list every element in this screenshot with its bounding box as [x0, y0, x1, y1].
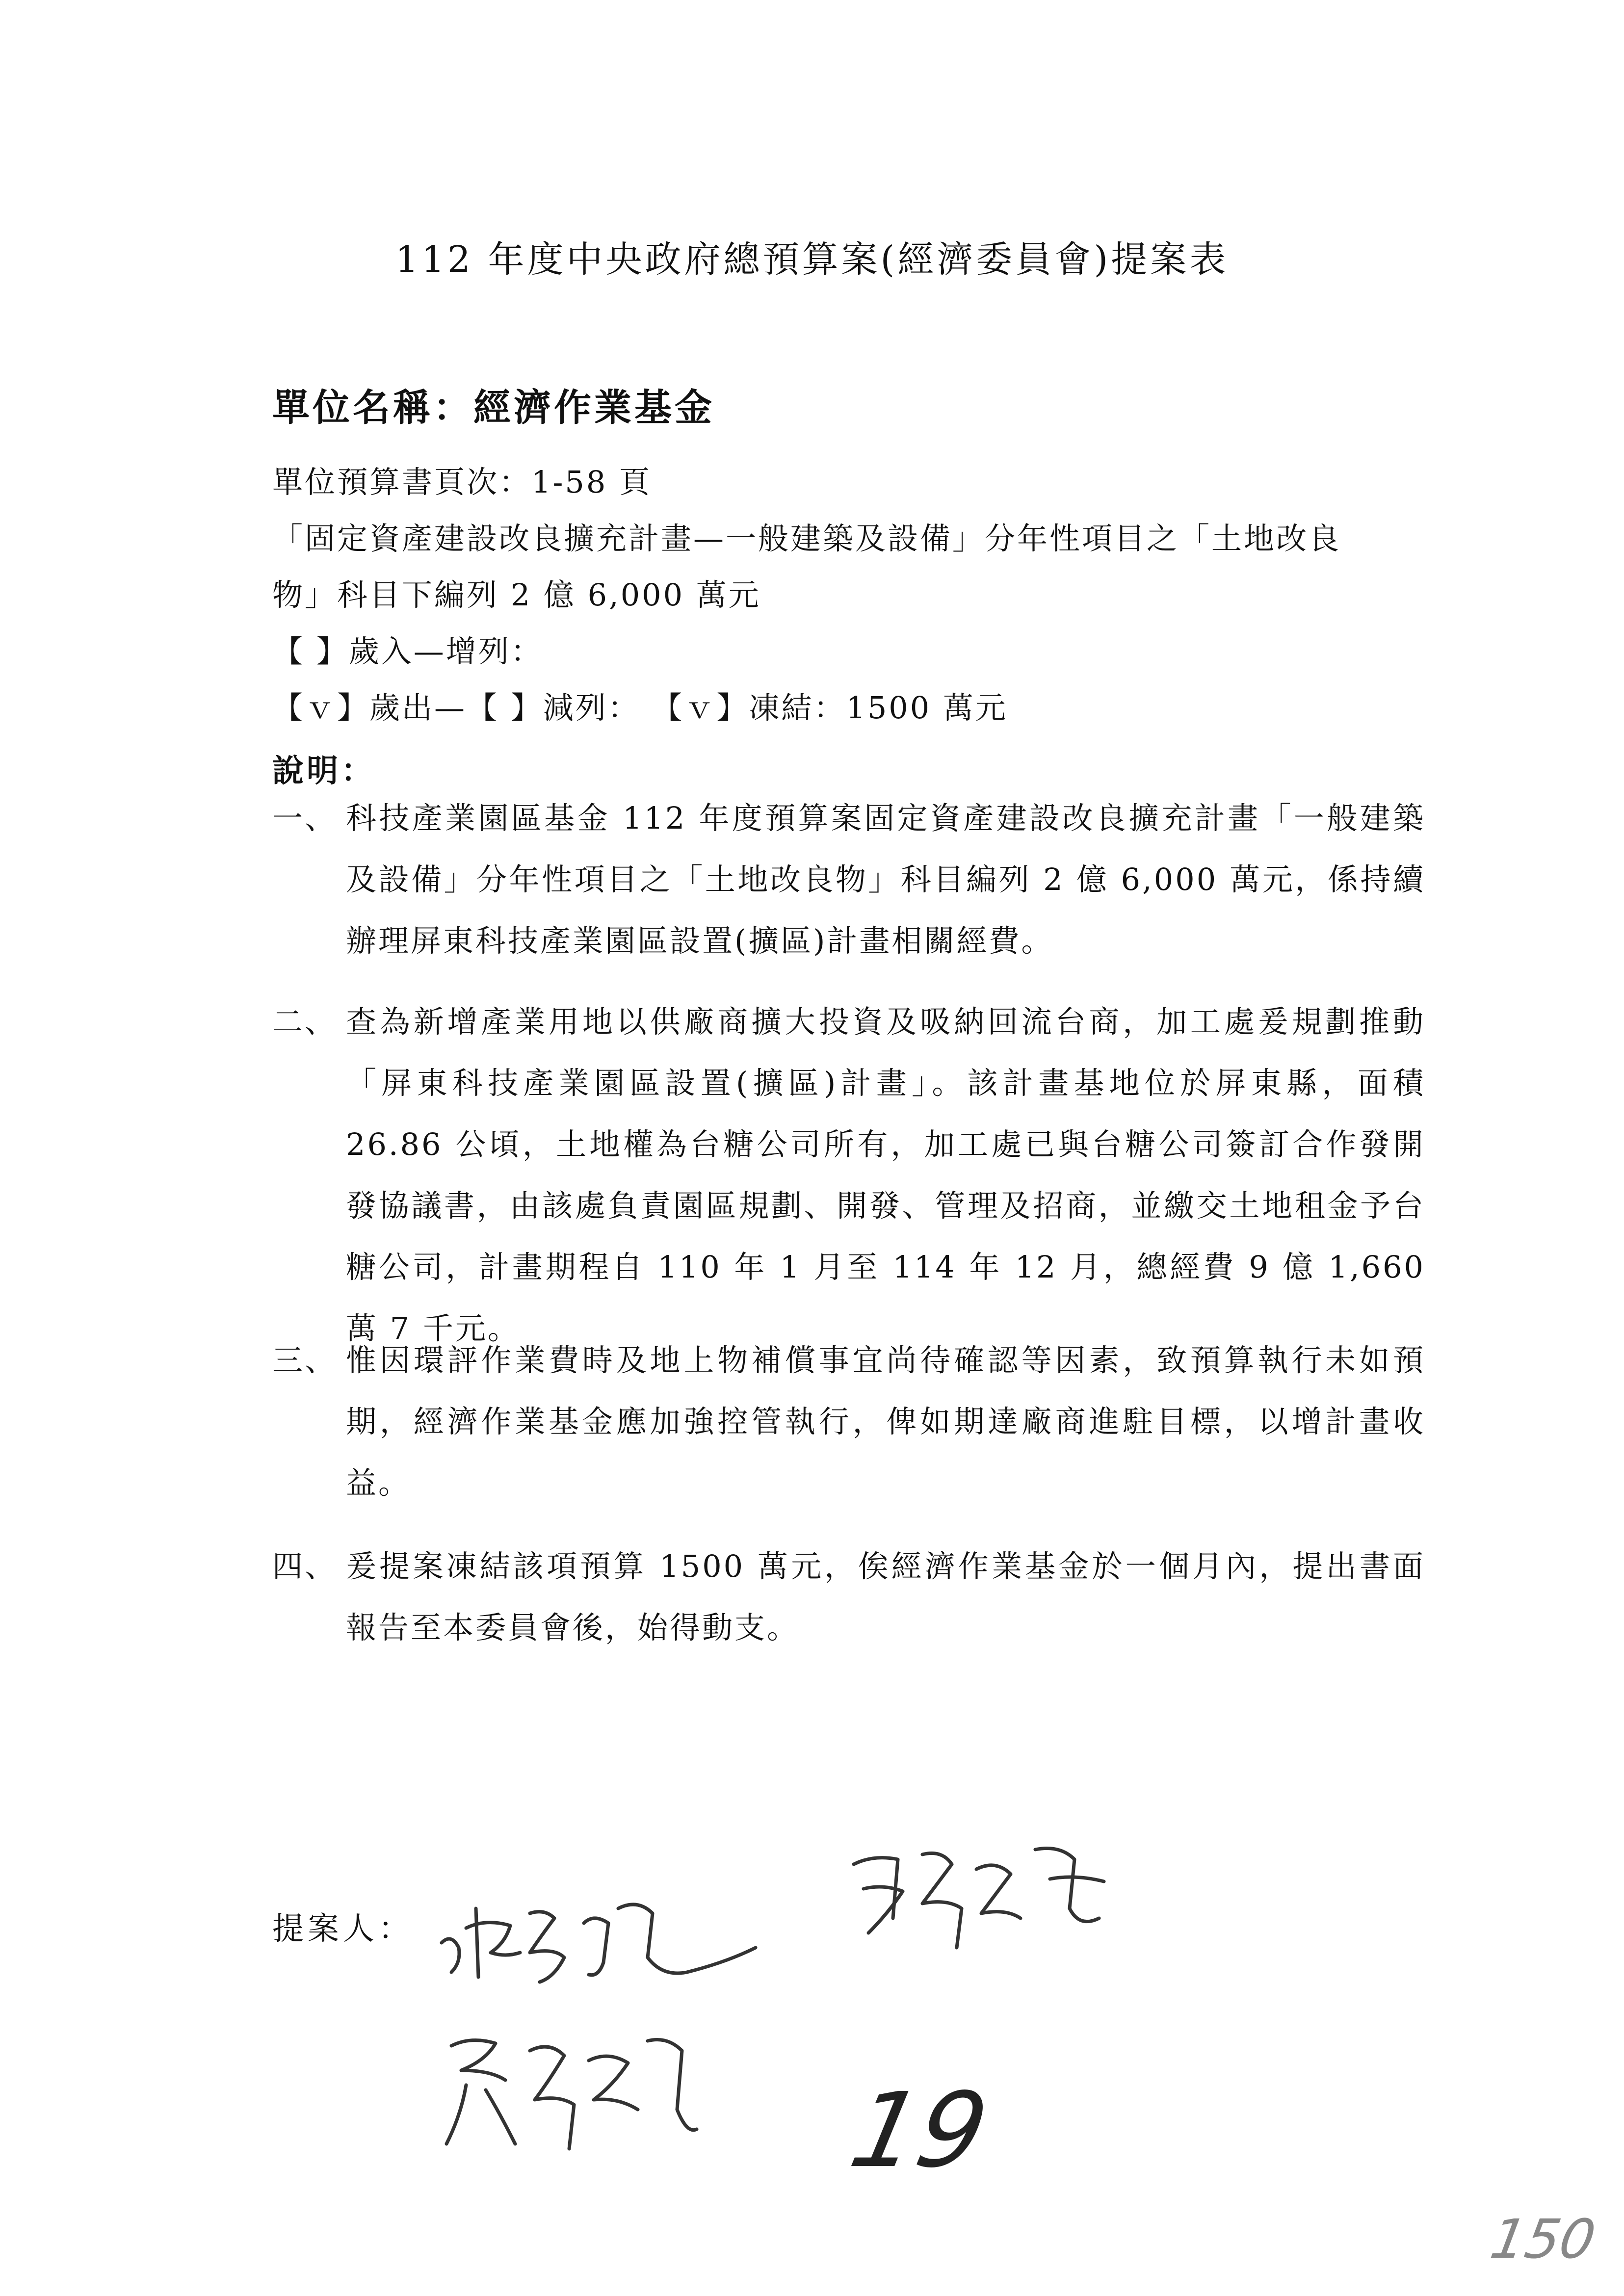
meta-line-page-ref: 單位預算書頁次：1-58 頁: [272, 464, 652, 500]
signature-3: [432, 2016, 707, 2164]
explanation-heading: 說明：: [272, 753, 375, 789]
explanation-item-4: [272, 1536, 1425, 1658]
corner-page-number: 150: [1486, 2208, 1600, 2270]
item-text: 惟因環評作業費時及地上物補償事宜尚待確認等因素，致預算執行未如預期，經濟作業基金應加強控管執行，俾如期達廠商進駐目標，以增計畫收益。: [346, 1342, 1425, 1501]
item-text: 科技產業園區基金 112 年度預算案固定資產建設改良擴充計畫「一般建築及設備」分年性項目之「土地改良物」科目編列 2 億 6,000 萬元，係持續辦理屏東科技產業園區設置(擴區)計畫相關經費。: [346, 800, 1425, 959]
signature-2: [844, 1835, 1119, 1962]
item-number: 二、: [272, 1004, 338, 1040]
item-text: 查為新增產業用地以供廠商擴大投資及吸納回流台商，加工處爰規劃推動「屏東科技產業園區設置(擴區)計畫」。該計畫基地位於屏東縣，面積 26.86 公頃，土地權為台糖公司所有，加工處已與台糖公司簽訂合作發開發協議書，由該處負責園區規劃、開發、管理及招商，並繳交土地租金予台糖公司，計畫期程自 110 年 1 月至 114 年 12 月，總經費 9 億 1,660 萬 7 千元。: [346, 1004, 1425, 1346]
signature-1: [432, 1879, 765, 1997]
proposer-label: 提案人：: [272, 1911, 414, 1947]
explanation-item-3: [272, 1330, 1425, 1513]
meta-line-project: 「固定資產建設改良擴充計畫—一般建築及設備」分年性項目之「土地改良: [272, 521, 1341, 556]
item-number: 四、: [272, 1548, 338, 1584]
meta-line-amount: 物」科目下編列 2 億 6,000 萬元: [272, 577, 761, 613]
handwritten-number: 19: [840, 2070, 998, 2191]
item-text: 爰提案凍結該項預算 1500 萬元，俟經濟作業基金於一個月內，提出書面報告至本委員會後，始得動支。: [346, 1548, 1425, 1645]
explanation-item-1: [272, 787, 1425, 971]
meta-line-revenue: 【 】歲入—增列：: [272, 633, 543, 669]
item-number: 三、: [272, 1342, 338, 1378]
meta-line-expenditure: 【ｖ】歲出—【 】減列： 【ｖ】凍結：1500 萬元: [272, 690, 1008, 726]
document-title: 112 年度中央政府總預算案(經濟委員會)提案表: [395, 238, 1229, 281]
unit-name: 單位名稱：經濟作業基金: [272, 386, 715, 429]
budget-meta: [272, 454, 1401, 736]
explanation-item-2: [272, 991, 1425, 1359]
item-number: 一、: [272, 800, 338, 836]
